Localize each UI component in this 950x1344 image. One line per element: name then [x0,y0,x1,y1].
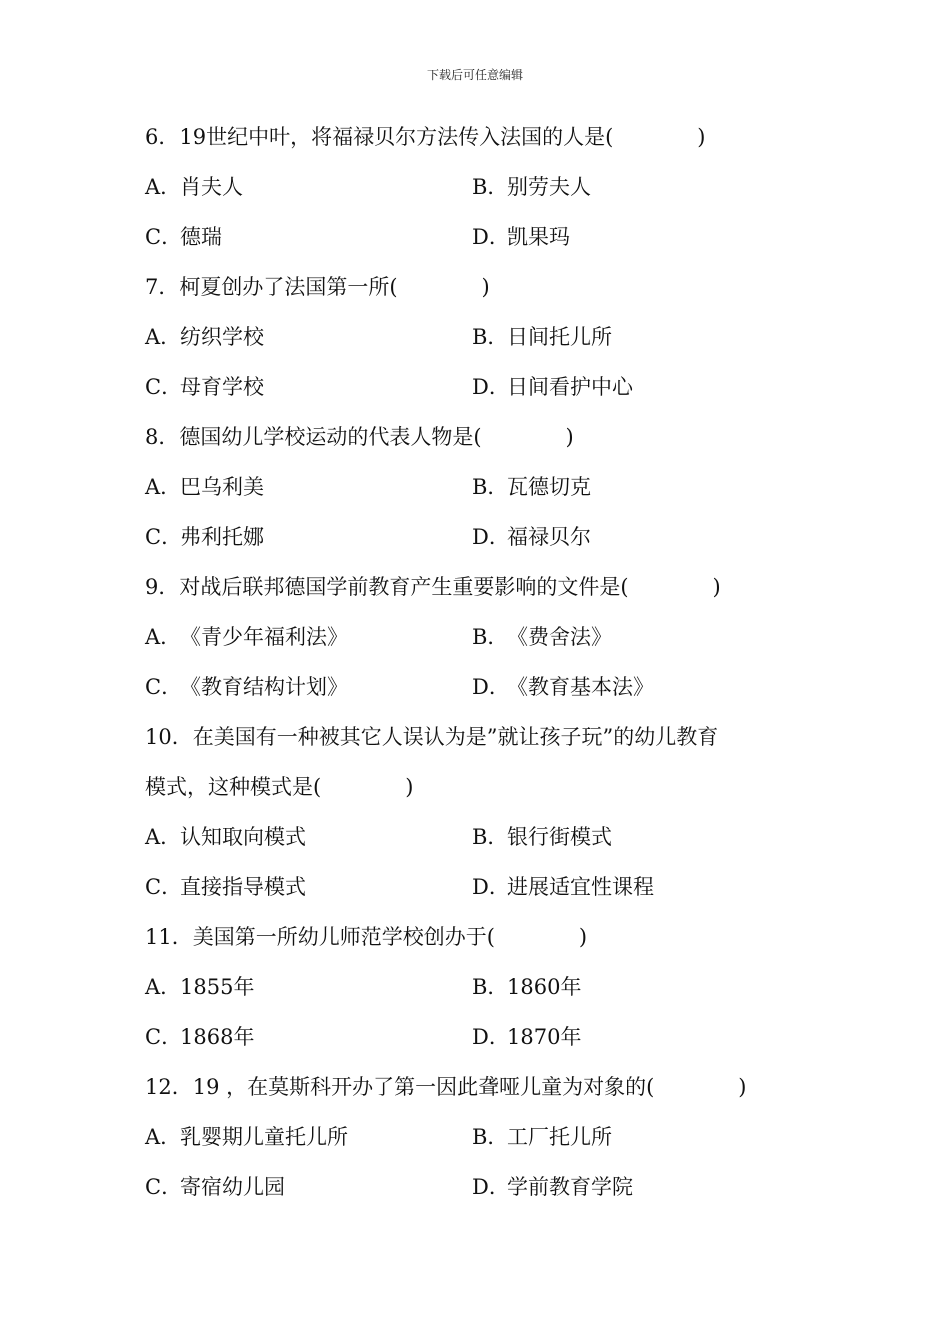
option-item [472,512,825,562]
option-item [472,1112,825,1162]
option-text: 1868年 [180,1025,255,1049]
option-label: A． [145,475,182,499]
option-text: 日间看护中心 [507,375,633,399]
option-row [145,862,825,912]
option-row [145,212,825,262]
option-label: B． [472,625,509,649]
question-list [145,112,825,1212]
question-text: 8．德国幼儿学校运动的代表人物是( ) [145,425,574,449]
option-item [472,212,825,262]
option-label: C． [145,375,183,399]
option-item [145,462,472,512]
option-text: 弗利托娜 [180,525,264,549]
option-label: C． [145,675,183,699]
option-row [145,662,825,712]
option-label: C． [145,1025,183,1049]
option-item [145,962,472,1012]
option-row [145,462,825,512]
option-item [472,962,825,1012]
option-row [145,812,825,862]
option-text: 直接指导模式 [180,875,306,899]
option-text: 纺织学校 [180,325,264,349]
question-text: 9．对战后联邦德国学前教育产生重要影响的文件是( ) [145,575,721,599]
option-item [145,312,472,362]
option-item [145,812,472,862]
option-label: D． [472,875,510,899]
option-text: 1855年 [180,975,255,999]
option-label: C． [145,225,183,249]
option-label: D． [472,1025,510,1049]
option-label: A． [145,825,182,849]
option-item [145,662,472,712]
option-item [145,612,472,662]
option-item [145,162,472,212]
option-row [145,1012,825,1062]
option-text: 《教育基本法》 [507,675,654,699]
option-item [472,462,825,512]
option-label: B． [472,825,509,849]
page-header: 下载后可任意编辑 [426,68,523,82]
option-text: 寄宿幼儿园 [180,1175,285,1199]
option-row [145,362,825,412]
option-item [145,512,472,562]
option-row [145,1112,825,1162]
option-text: 瓦德切克 [507,475,591,499]
option-item [472,612,825,662]
option-text: 学前教育学院 [507,1175,633,1199]
option-text: 别劳夫人 [507,175,591,199]
option-item [472,862,825,912]
question-text: 11．美国第一所幼儿师范学校创办于( ) [145,925,588,949]
option-text: 工厂托儿所 [507,1125,612,1149]
option-text: 德瑞 [180,225,222,249]
option-item [472,312,825,362]
question-text: 模式，这种模式是( ) [145,775,414,799]
question-text: 10．在美国有一种被其它人误认为是”就让孩子玩”的幼儿教育 [145,725,719,749]
option-label: D． [472,375,510,399]
option-label: D． [472,225,510,249]
option-item [472,162,825,212]
option-text: 巴乌利美 [180,475,264,499]
option-label: D． [472,525,510,549]
option-text: 进展适宜性课程 [507,875,654,899]
option-text: 1870年 [507,1025,582,1049]
option-text: 银行街模式 [507,825,612,849]
option-label: B． [472,475,509,499]
option-text: 认知取向模式 [180,825,306,849]
option-label: B． [472,975,509,999]
option-text: 《费舍法》 [507,625,612,649]
question-text: 7．柯夏创办了法国第一所( ) [145,275,490,299]
option-item [472,362,825,412]
option-text: 日间托儿所 [507,325,612,349]
option-text: 肖夫人 [180,175,243,199]
option-text: 母育学校 [180,375,264,399]
option-row [145,1162,825,1212]
option-item [145,862,472,912]
option-row [145,162,825,212]
option-label: A． [145,325,182,349]
option-label: A． [145,625,182,649]
option-item [472,1162,825,1212]
option-item [145,1112,472,1162]
option-text: 凯果玛 [507,225,570,249]
option-row [145,962,825,1012]
option-label: A． [145,1125,182,1149]
option-text: 1860年 [507,975,582,999]
option-text: 《青少年福利法》 [180,625,348,649]
option-text: 《教育结构计划》 [180,675,348,699]
option-label: A． [145,175,182,199]
option-item [145,212,472,262]
option-text: 福禄贝尔 [507,525,591,549]
option-text: 乳婴期儿童托儿所 [180,1125,348,1149]
option-row [145,312,825,362]
question-text: 6．19世纪中叶，将福禄贝尔方法传入法国的人是( ) [145,125,706,149]
option-item [472,662,825,712]
option-item [472,812,825,862]
option-label: B． [472,325,509,349]
option-label: B． [472,175,509,199]
option-row [145,612,825,662]
question-text: 12．19 ，在莫斯科开办了第一因此聋哑儿童为对象的( ) [145,1075,747,1099]
option-label: A． [145,975,182,999]
option-row [145,512,825,562]
option-item [145,1012,472,1062]
option-label: D． [472,675,510,699]
option-item [145,1162,472,1212]
option-label: C． [145,1175,183,1199]
option-label: B． [472,1125,509,1149]
option-item [145,362,472,412]
option-label: C． [145,525,183,549]
option-label: D． [472,1175,510,1199]
option-item [472,1012,825,1062]
option-label: C． [145,875,183,899]
